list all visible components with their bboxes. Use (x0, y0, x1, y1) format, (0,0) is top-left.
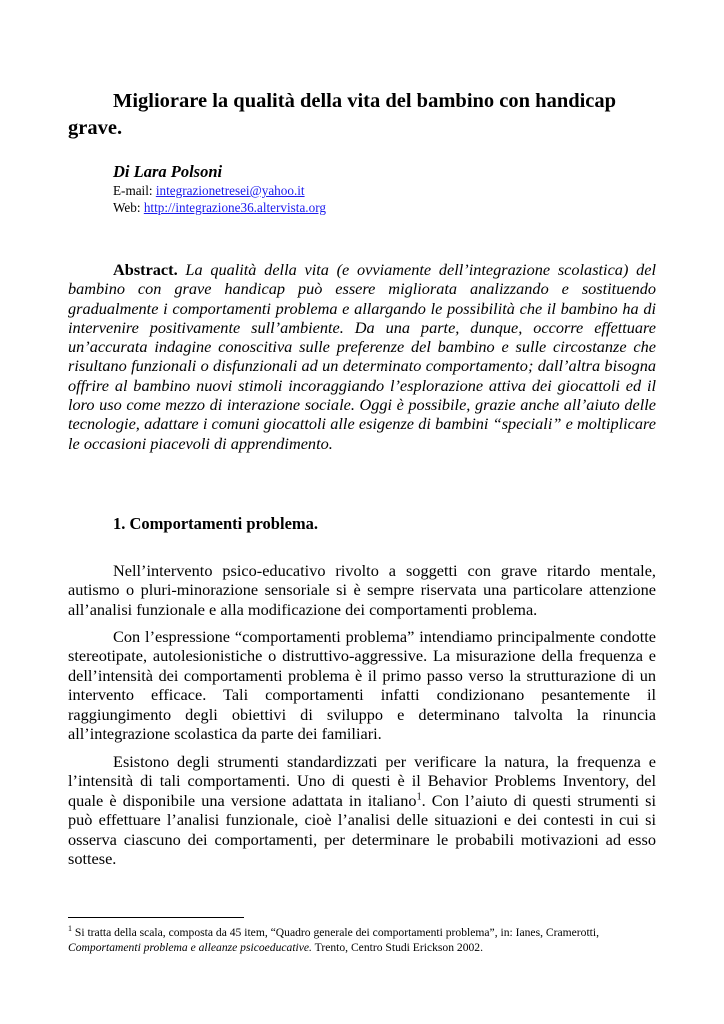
paragraph-1: Nell’intervento psico-educativo rivolto a soggetti con grave ritardo mentale, autismo o pluri-minorazione sensoriale si è sempre riservata una particolare attenzione all’analisi funzionale e alla modificazione dei comportamenti problema. (68, 561, 656, 619)
author-name: Di Lara Polsoni (113, 162, 223, 181)
footnote-book-title: Comportamenti problema e alleanze psicoeducative. (68, 941, 312, 954)
footnote-reference[interactable]: 1 (416, 791, 422, 803)
footnote (68, 925, 656, 955)
section-heading: 1. Comportamenti problema. (113, 514, 319, 533)
document-title: Migliorare la qualità della vita del bambino con handicap grave. (68, 90, 617, 139)
footnote-text-a: Si tratta della scala, composta da 45 item, “Quadro generale dei comportamenti problema”, in: Ianes, Cramerotti, (72, 926, 600, 939)
paragraph-2: Con l’espressione “comportamenti problema” intendiamo principalmente condotte stereotipate, autolesionistiche o distruttivo-aggressive. La misurazione della frequenza e dell’intensità dei comportamenti problema è il primo passo verso la strutturazione di un intervento efficace. Tali comportamenti infatti condizionano pesantemente il raggiungimento degli obiettivi di sviluppo e determinano talvolta la rinuncia all’integrazione scolastica da parte dei familiari. (68, 627, 656, 744)
email-label: E-mail: (113, 183, 156, 198)
paragraph-3-text-a: Esistono degli strumenti standardizzati per verificare la natura, la frequenza e l’intensità di tali comportamenti. Uno di questi è il Behavior Problems Inventory, del quale è disponibile una versione adattata in italiano (68, 752, 656, 810)
abstract (68, 260, 656, 453)
abstract-text: La qualità della vita (e ovviamente dell’integrazione scolastica) del bambino con grave handicap può essere migliorata analizzando e sostituendo gradualmente i comportamenti problema e allargando le possibilità che il bambino ha di intervenire positivamente sull’ambiente. Da una parte, dunque, occorre effettuare un’accurata indagine conoscitiva sulle preferenze del bambino e sulle circostanze che risultano funzionali o disfunzionali ad un determinato comportamento; dall’altra bisogna offrire al bambino nuovi stimoli incoraggiando l’esplorazione attiva dei giocattoli ed il loro uso come mezzo di interazione sociale. Oggi è possibile, grazie anche all’aiuto delle tecnologie, adattare i comuni giocattoli alle esigenze di bambini “speciali” e moltiplicare le occasioni piacevoli di apprendimento. (68, 260, 656, 453)
email-line (113, 182, 305, 199)
paragraph-3-text-b: . Con l’aiuto di questi strumenti si può effettuare l’analisi funzionale, cioè l’analisi delle situazioni e dei contesti in cui si osserva ciascuno dei comportamenti, per determinare le probabili motivazioni ad esso sottese. (68, 790, 656, 869)
web-label: Web: (113, 200, 144, 215)
web-link[interactable]: http://integrazione36.altervista.org (143, 200, 326, 215)
paragraph-3 (68, 752, 656, 868)
abstract-label: Abstract. (113, 260, 178, 279)
footnote-separator (68, 917, 244, 918)
email-link[interactable]: integrazionetresei@yahoo.it (155, 183, 305, 198)
footnote-number: 1 (68, 924, 72, 934)
footnote-text-b: Trento, Centro Studi Erickson 2002. (311, 941, 483, 954)
web-line (113, 199, 326, 216)
